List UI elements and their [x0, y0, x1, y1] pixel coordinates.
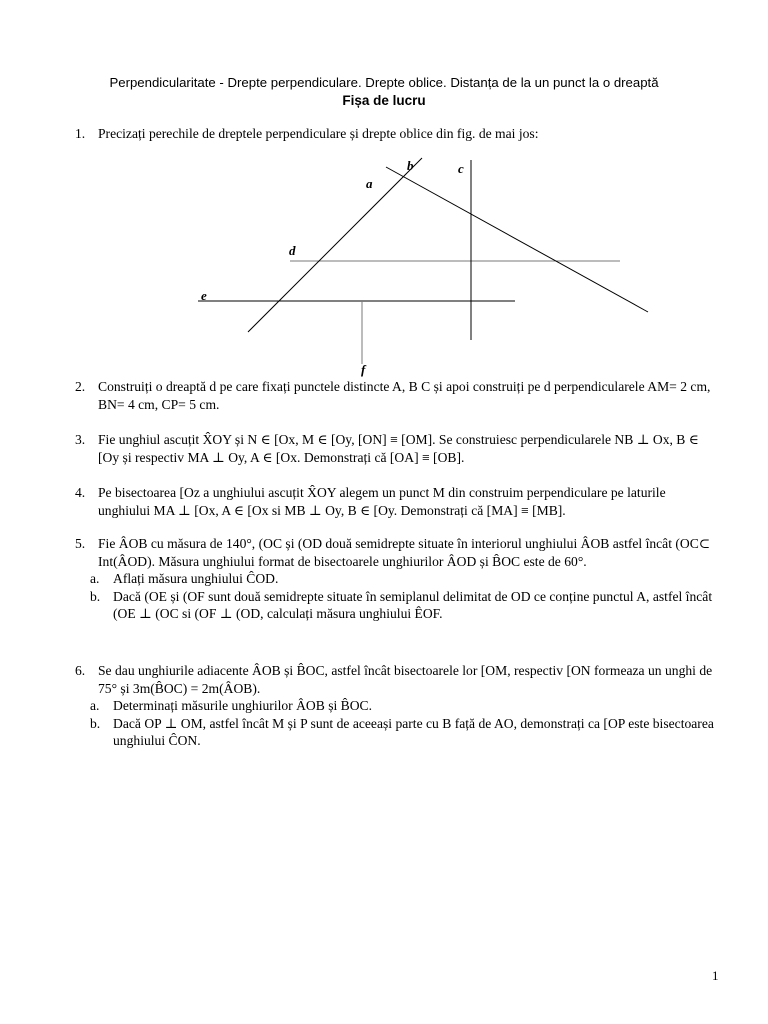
subquestion-a [90, 570, 715, 588]
topic: Perpendicularitate [109, 75, 216, 90]
geometry-figure [190, 152, 650, 377]
page-number: 1 [712, 968, 719, 983]
subquestion-b [90, 588, 715, 623]
label-c: c [458, 161, 464, 176]
topic-line [0, 75, 768, 91]
problem-4 [75, 484, 715, 519]
subquestion-letter: a. [90, 698, 100, 713]
subquestions [90, 570, 715, 623]
problem-5 [75, 535, 715, 623]
problem-text: Fie ÂOB cu măsura de 140°, (OC și (OD două semidrepte situate în interiorul unghiului ÂOB astfel încât (OC⊂ Int(ÂOD). Măsura unghiului format de bisectoarele unghiurilor ÂOD și B̂OC este de 60°. [98, 536, 711, 569]
problem-2 [75, 378, 715, 413]
worksheet-title: Fișa de lucru [342, 93, 426, 108]
label-d: d [289, 243, 296, 258]
subquestions [90, 697, 715, 750]
problem-3 [75, 431, 715, 466]
topic-subtitle: - Drepte perpendiculare. Drepte oblice. Distanța de la un punct la o dreaptă [215, 75, 659, 90]
problem-text: Pe bisectoarea [Oz a unghiului ascuțit X̂OY alegem un punct M din construim perpendiculare pe laturile unghiului MA ⊥ [Ox, A ∈ [Ox si MB ⊥ Oy, B ∈ [Oy. Demonstrați că [MA] ≡ [MB]. [98, 485, 666, 518]
problem-6 [75, 662, 715, 750]
label-a: a [366, 176, 373, 191]
document-header [0, 75, 768, 109]
label-b: b [407, 158, 414, 173]
problem-text: Se dau unghiurile adiacente ÂOB și B̂OC, astfel încât bisectoarele lor [OM, respectiv [ON formeaza un unghi de 75° și 3m(B̂OC) = 2m(ÂOB). [98, 663, 713, 696]
problem-text: Precizați perechile de dreptele perpendiculare și drepte oblice din fig. de mai jos: [98, 126, 539, 141]
problem-number: 1. [75, 126, 86, 141]
problem-number: 4. [75, 485, 86, 500]
subquestion-text: Determinați măsurile unghiurilor ÂOB și B̂OC. [113, 698, 373, 713]
line-b [386, 167, 648, 312]
subquestion-text: Dacă (OE și (OF sunt două semidrepte situate în semiplanul delimitat de OD ce conține punctul A, astfel încât (OE ⊥ (OC si (OF ⊥ (OD, calculați măsura unghiului ÊOF. [113, 588, 713, 621]
subquestion-b [90, 715, 715, 750]
subquestion-text: Aflați măsura unghiului ĈOD. [113, 571, 279, 586]
problem-number: 6. [75, 663, 86, 678]
problem-1 [75, 125, 715, 143]
label-e: e [201, 288, 207, 303]
problem-text: Construiți o dreaptă d pe care fixați punctele distincte A, B C și apoi construiți pe d perpendicularele AM= 2 cm, BN= 4 cm, CP= 5 cm. [98, 379, 711, 412]
problem-number: 2. [75, 379, 86, 394]
problem-text: Fie unghiul ascuțit X̂OY și N ∈ [Ox, M ∈ [Oy, [ON] ≡ [OM]. Se construiesc perpendicularele NB ⊥ Ox, B ∈ [Oy și respectiv MA ⊥ Oy, A ∈ [Ox. Demonstrați că [OA] ≡ [OB]. [98, 432, 699, 465]
subquestion-letter: a. [90, 571, 100, 586]
problem-number: 3. [75, 432, 86, 447]
subquestion-letter: b. [90, 588, 101, 604]
problem-number: 5. [75, 536, 86, 551]
line-a [248, 158, 422, 332]
subquestion-letter: b. [90, 715, 101, 731]
label-f: f [361, 362, 366, 377]
subquestion-a [90, 697, 715, 715]
subquestion-text: Dacă OP ⊥ OM, astfel încât M și P sunt de aceeași parte cu B față de AO, demonstrați ca [OP este bisectoarea unghiului ĈON. [113, 715, 714, 748]
